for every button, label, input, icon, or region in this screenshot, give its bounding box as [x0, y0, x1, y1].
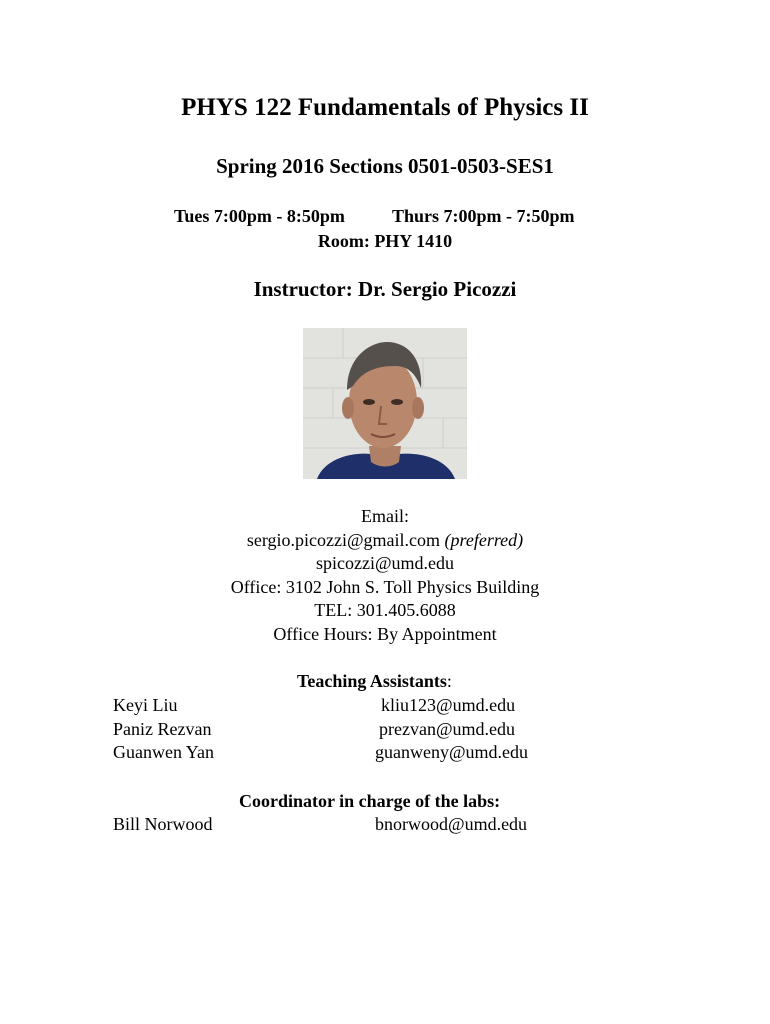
- telephone: TEL: 301.405.6088: [314, 600, 456, 620]
- term-sections: Spring 2016 Sections 0501-0503-SES1: [216, 154, 554, 178]
- ta-name: Keyi Liu: [113, 695, 178, 715]
- room: Room: PHY 1410: [317, 231, 453, 251]
- ta-heading: [297, 671, 452, 692]
- schedule-tuesday: Tues 7:00pm - 8:50pm: [174, 206, 345, 226]
- ta-email[interactable]: guanweny@umd.edu: [375, 742, 529, 762]
- coordinator-heading: Coordinator in charge of the labs:: [239, 791, 501, 811]
- instructor-heading: Instructor: Dr. Sergio Picozzi: [253, 277, 517, 301]
- coordinator-email[interactable]: bnorwood@umd.edu: [375, 814, 528, 834]
- email-secondary[interactable]: spicozzi@umd.edu: [315, 553, 455, 573]
- schedule-thursday: Thurs 7:00pm - 7:50pm: [392, 206, 575, 226]
- ta-name: Guanwen Yan: [113, 742, 214, 762]
- coordinator-name: Bill Norwood: [113, 814, 213, 834]
- office-hours: Office Hours: By Appointment: [273, 624, 497, 644]
- course-title: PHYS 122 Fundamentals of Physics II: [181, 94, 589, 121]
- email-primary[interactable]: sergio.picozzi@gmail.com: [246, 530, 441, 550]
- email-preferred-note: (preferred): [444, 530, 524, 550]
- portrait-image: [303, 328, 467, 479]
- ta-heading-colon: :: [446, 671, 452, 691]
- instructor-photo: [303, 328, 467, 479]
- ta-email[interactable]: kliu123@umd.edu: [381, 695, 516, 715]
- email-primary-line: [0, 530, 770, 551]
- ta-email[interactable]: prezvan@umd.edu: [379, 719, 516, 739]
- email-label: Email:: [361, 506, 409, 526]
- ta-name: Paniz Rezvan: [113, 719, 212, 739]
- office-location: Office: 3102 John S. Toll Physics Building: [230, 577, 540, 597]
- ta-heading-label: Teaching Assistants: [297, 671, 447, 691]
